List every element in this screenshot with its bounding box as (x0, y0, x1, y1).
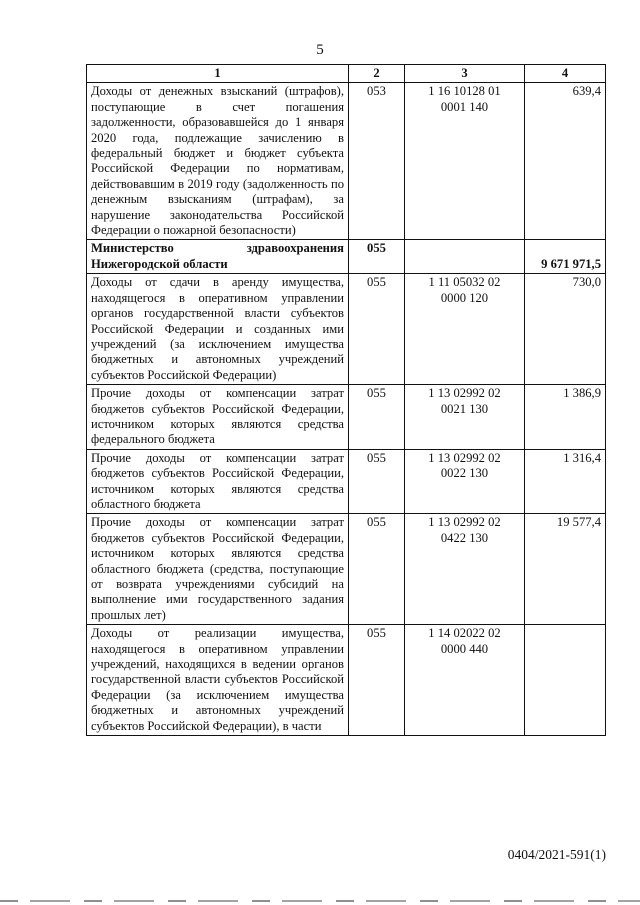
amount: 639,4 (525, 83, 606, 240)
admin-code: 055 (349, 625, 405, 736)
admin-code: 055 (349, 274, 405, 385)
budget-classification-code (405, 83, 525, 240)
income-description: Прочие доходы от компенсации затрат бюджетов субъектов Российской Федерации, источником которых являются средства федерального бюджета (87, 385, 349, 450)
table-row (87, 83, 606, 240)
table-row (87, 449, 606, 514)
kbk-line: 1 13 02992 02 (428, 515, 501, 530)
amount: 1 386,9 (525, 385, 606, 450)
page-number: 5 (316, 42, 324, 58)
revenue-table (86, 64, 606, 736)
income-description: Доходы от денежных взысканий (штрафов), поступающие в счет погашения задолженности, образовавшейся до 1 января 2020 года, подлежащие зачислению в федеральный бюджет и бюджет субъекта Российской Федерации по нормативам, действовавшим в 2019 году (задолженность по денежным взысканиям (штрафам), за нарушение законодательства Российской Федерации о пожарной безопасности) (87, 83, 349, 240)
admin-code: 055 (349, 240, 405, 274)
table-row (87, 385, 606, 450)
kbk-line: 1 11 05032 02 (428, 275, 501, 290)
amount: 19 577,4 (525, 514, 606, 625)
amount: 1 316,4 (525, 449, 606, 514)
kbk-line: 0000 440 (440, 641, 489, 656)
table-row (87, 625, 606, 736)
budget-classification-code (405, 240, 525, 274)
kbk-line: 1 14 02022 02 (428, 626, 501, 641)
table-row (87, 514, 606, 625)
budget-classification-code (405, 449, 525, 514)
admin-code: 053 (349, 83, 405, 240)
amount: 730,0 (525, 274, 606, 385)
kbk-line: 0022 130 (440, 466, 489, 481)
document-reference-number: 0404/2021-591(1) (507, 847, 606, 862)
ministry-name: Министерство здравоохранения Нижегородской области (87, 240, 349, 274)
budget-classification-code (405, 274, 525, 385)
budget-classification-code (405, 385, 525, 450)
admin-code: 055 (349, 385, 405, 450)
column-header: 1 (87, 65, 349, 83)
kbk-line: 0000 120 (440, 290, 489, 305)
kbk-line: 1 16 10128 01 (428, 84, 501, 99)
income-description: Прочие доходы от компенсации затрат бюджетов субъектов Российской Федерации, источником которых являются средства областного бюджета (87, 449, 349, 514)
income-description: Прочие доходы от компенсации затрат бюджетов субъектов Российской Федерации, источником которых являются средства областного бюджета (средства, поступающие от возврата учреждениями субсидий на выполнение ими государственного задания прошлых лет) (87, 514, 349, 625)
ministry-row (87, 240, 606, 274)
column-header: 4 (525, 65, 606, 83)
admin-code: 055 (349, 514, 405, 625)
column-header: 3 (405, 65, 525, 83)
column-header: 2 (349, 65, 405, 83)
table-row (87, 274, 606, 385)
kbk-line: 0001 140 (440, 99, 489, 114)
kbk-line: 1 13 02992 02 (428, 450, 501, 465)
kbk-line: 0021 130 (440, 401, 489, 416)
amount (525, 625, 606, 736)
budget-classification-code (405, 514, 525, 625)
income-description: Доходы от сдачи в аренду имущества, находящегося в оперативном управлении органов государственной власти субъектов Российской Федерации и созданных ими учреждений (за исключением имущества бюджетных и автономных учреждений субъектов Российской Федерации) (87, 274, 349, 385)
kbk-line: 1 13 02992 02 (428, 386, 501, 401)
scan-artifact-line (0, 900, 640, 902)
admin-code: 055 (349, 449, 405, 514)
ministry-total-amount: 9 671 971,5 (525, 240, 606, 274)
budget-classification-code (405, 625, 525, 736)
income-description: Доходы от реализации имущества, находящегося в оперативном управлении учреждений, находящихся в ведении органов государственной власти субъектов Российской Федерации (за исключением имущества бюджетных и автономных учреждений субъектов Российской Федерации), в части (87, 625, 349, 736)
table-header-row (87, 65, 606, 83)
kbk-line: 0422 130 (440, 530, 489, 545)
